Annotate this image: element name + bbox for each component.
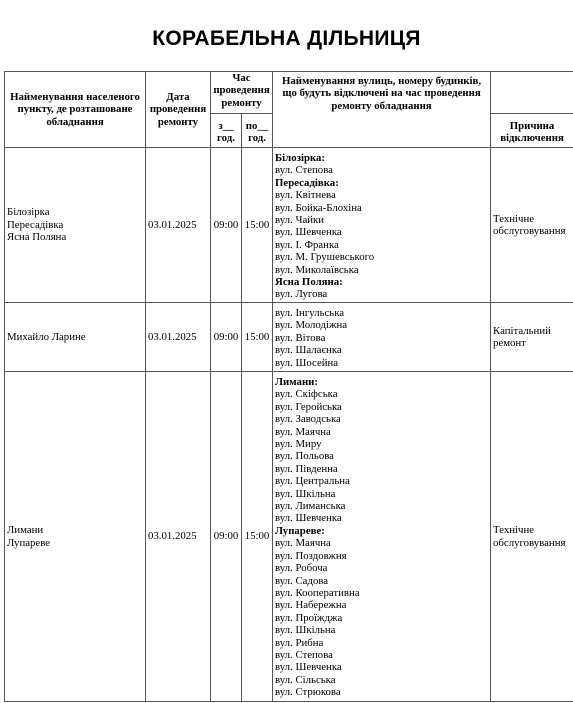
reason-cell: Технічне обслуговування bbox=[491, 148, 573, 303]
street-item: вул. Миколаївська bbox=[275, 263, 359, 276]
street-item: вул. Маячна bbox=[275, 425, 331, 438]
streets-cell bbox=[273, 303, 491, 372]
table-row bbox=[5, 372, 573, 702]
settlement-cell bbox=[5, 148, 146, 303]
time-to-cell: 15:00 bbox=[242, 372, 273, 702]
street-item: вул. Стрюкова bbox=[275, 686, 341, 699]
street-item: вул. Шалаєнка bbox=[275, 344, 342, 357]
street-item: вул. Польова bbox=[275, 450, 334, 463]
street-item: вул. Лугова bbox=[275, 288, 328, 301]
settlement-name: Пересадівка bbox=[7, 218, 64, 231]
street-item: вул. Поздовжня bbox=[275, 549, 347, 562]
page-title: КОРАБЕЛЬНА ДІЛЬНИЦЯ bbox=[152, 27, 421, 50]
settlement-group-label: Пересадівка: bbox=[275, 176, 339, 189]
street-item: вул. Садова bbox=[275, 574, 329, 587]
outage-table bbox=[4, 71, 573, 702]
street-item: вул. Шкільна bbox=[275, 624, 336, 637]
street-item: вул. Молодіжна bbox=[275, 319, 348, 332]
street-item: вул. Геройська bbox=[275, 400, 342, 413]
settlement-cell bbox=[5, 372, 146, 702]
street-item: вул. Степова bbox=[275, 164, 333, 177]
street-item: вул. Рибна bbox=[275, 636, 324, 649]
settlement-group-label: Білозірка: bbox=[275, 152, 326, 164]
date-cell: 03.01.2025 bbox=[146, 372, 211, 702]
settlement-name: Михайло Ларине bbox=[7, 330, 86, 343]
street-item: вул. Шосейна bbox=[275, 356, 339, 369]
reason-cell: Технічне обслуговування bbox=[491, 372, 573, 702]
time-to-cell: 15:00 bbox=[242, 148, 273, 303]
street-item: вул. Сільська bbox=[275, 673, 336, 686]
street-item: вул. Шкільна bbox=[275, 487, 336, 500]
street-item: вул. Заводська bbox=[275, 413, 341, 426]
street-item: вул. Чайки bbox=[275, 214, 325, 227]
street-item: вул. Шевченка bbox=[275, 512, 342, 525]
street-item: вул. Маячна bbox=[275, 537, 331, 550]
street-item: вул. Робоча bbox=[275, 562, 328, 575]
settlement-name: Білозірка bbox=[7, 206, 50, 219]
settlement-group-label: Лимани: bbox=[275, 376, 318, 388]
street-item: вул. Вітова bbox=[275, 331, 326, 344]
street-item: вул. Бойка-Блохіна bbox=[275, 201, 362, 214]
streets-cell bbox=[273, 372, 491, 702]
street-item: вул. Проїжджа bbox=[275, 611, 343, 624]
date-cell: 03.01.2025 bbox=[146, 303, 211, 372]
header-reason-spacer bbox=[491, 72, 573, 114]
settlement-group-label: Ясна Поляна: bbox=[275, 276, 343, 289]
time-from-cell: 09:00 bbox=[211, 303, 242, 372]
street-item: вул. Квітнева bbox=[275, 189, 336, 202]
street-item: вул. Інгульська bbox=[275, 307, 345, 319]
settlement-group-label: Лупареве: bbox=[275, 524, 325, 537]
time-from-cell: 09:00 bbox=[211, 148, 242, 303]
header-settlement: Найменування населеного пункту, де розташоване обладнання bbox=[5, 72, 146, 148]
street-item: вул. Набережна bbox=[275, 599, 347, 612]
time-from-cell: 09:00 bbox=[211, 372, 242, 702]
header-streets: Найменування вулиць, номеру будинків, що будуть відключені на час проведення ремонту обладнання bbox=[273, 72, 491, 148]
table-row bbox=[5, 303, 573, 372]
street-item: вул. Миру bbox=[275, 438, 322, 451]
settlement-name: Лупареве bbox=[7, 536, 51, 549]
street-item: вул. Центральна bbox=[275, 475, 350, 488]
reason-cell: Капітальний ремонт bbox=[491, 303, 573, 372]
street-item: вул. Шевченка bbox=[275, 661, 342, 674]
streets-cell bbox=[273, 148, 491, 303]
street-item: вул. Степова bbox=[275, 648, 333, 661]
street-item: вул. Шевченка bbox=[275, 226, 342, 239]
street-item: вул. Скіфська bbox=[275, 388, 338, 401]
header-reason: Причина відключення bbox=[491, 114, 573, 148]
settlement-name: Лимани bbox=[7, 524, 44, 537]
header-date: Дата проведення ремонту bbox=[146, 72, 211, 148]
time-to-cell: 15:00 bbox=[242, 303, 273, 372]
street-item: вул. Південна bbox=[275, 462, 338, 475]
settlement-cell bbox=[5, 303, 146, 372]
header-time-to: по__ год. bbox=[242, 114, 273, 148]
street-item: вул. М. Грушевського bbox=[275, 251, 375, 264]
header-time-from: з__ год. bbox=[211, 114, 242, 148]
table-row bbox=[5, 148, 573, 303]
date-cell: 03.01.2025 bbox=[146, 148, 211, 303]
street-item: вул. Кооперативна bbox=[275, 586, 360, 599]
street-item: вул. І. Франка bbox=[275, 238, 339, 251]
settlement-name: Ясна Поляна bbox=[7, 231, 67, 244]
street-item: вул. Лиманська bbox=[275, 500, 346, 513]
header-time: Час проведення ремонту bbox=[211, 72, 273, 114]
